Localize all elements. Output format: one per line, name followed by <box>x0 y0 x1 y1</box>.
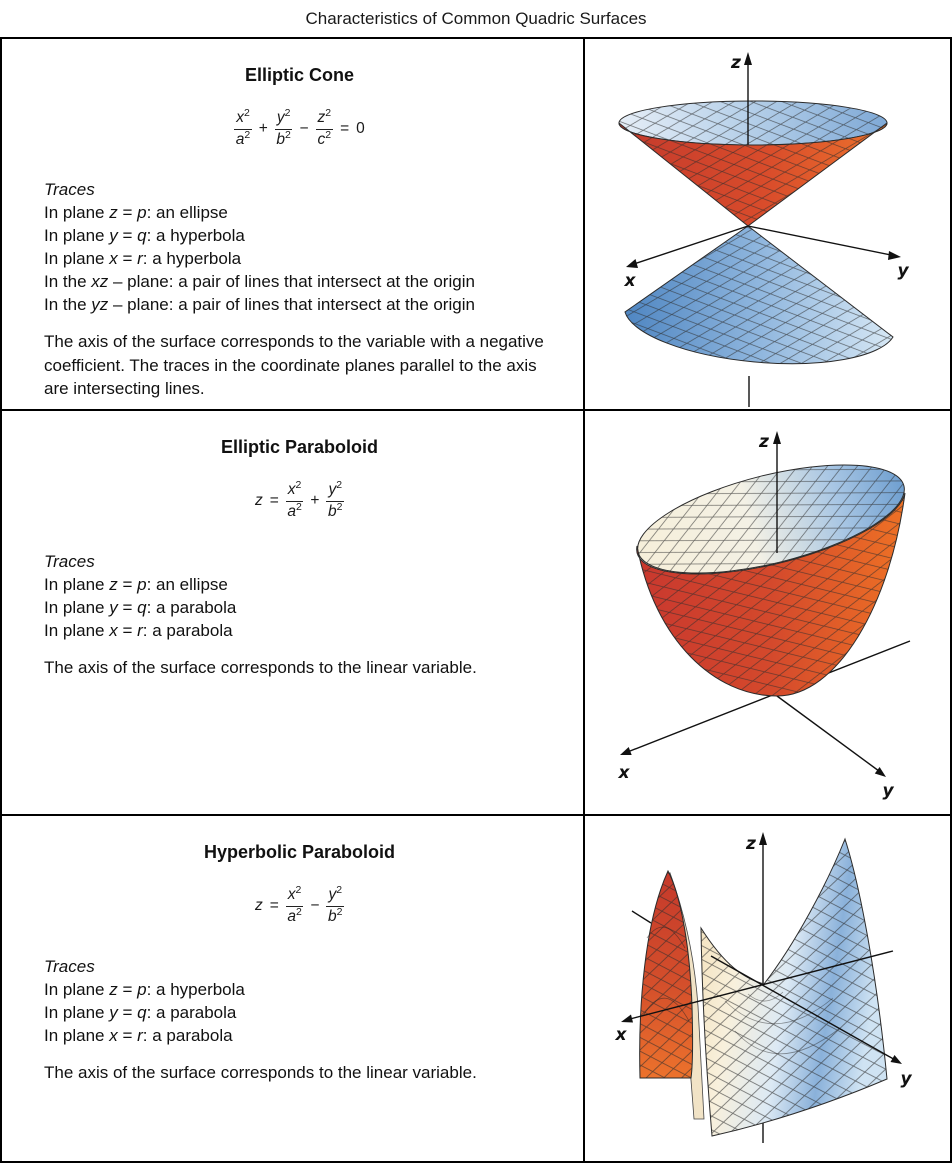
den-exp: 2 <box>325 128 332 141</box>
surface-formula <box>44 102 555 156</box>
num-exp: 2 <box>243 107 250 120</box>
equals-sign: = <box>269 492 279 509</box>
den-var: b <box>328 908 337 925</box>
x-axis-arrow <box>626 259 638 268</box>
operator: − <box>310 897 320 914</box>
fraction <box>286 886 304 926</box>
trace-line: In plane x = r: a parabola <box>44 1026 233 1045</box>
num-var: y <box>328 886 337 904</box>
z-axis-label: z <box>746 834 756 854</box>
z-axis-arrow <box>759 832 767 845</box>
surface-note: The axis of the surface corresponds to the variable with a negative coefficient. The traces in the coordinate planes parallel to the axis are intersecting lines. <box>44 332 544 398</box>
den-var: a <box>287 908 296 925</box>
den-var: a <box>287 503 296 520</box>
fraction <box>234 109 252 149</box>
traces-label: Traces <box>44 957 95 976</box>
lead-variable: z <box>254 492 263 509</box>
surface-formula <box>44 879 555 933</box>
x-axis-label: x <box>615 1025 627 1045</box>
rhs-value: 0 <box>356 120 365 137</box>
z-axis-label: z <box>759 432 769 452</box>
surface-formula <box>44 474 555 528</box>
num-var: x <box>236 109 244 127</box>
text-cell-hyperbolic-paraboloid <box>2 816 585 1161</box>
num-exp: 2 <box>295 479 302 492</box>
surface-note: The axis of the surface corresponds to the linear variable. <box>44 658 477 677</box>
red-ridge-surface <box>640 871 693 1078</box>
elliptic-cone-figure <box>585 39 950 409</box>
den-exp: 2 <box>244 128 251 141</box>
fraction <box>326 886 344 926</box>
operator: + <box>258 120 268 137</box>
equals-sign: = <box>340 120 350 137</box>
y-axis-label: y <box>900 1069 912 1089</box>
text-cell-elliptic-paraboloid <box>2 411 585 816</box>
y-axis-back-segment <box>632 911 651 923</box>
x-axis-arrow <box>621 1015 633 1023</box>
z-axis-arrow <box>773 431 781 444</box>
den-exp: 2 <box>285 128 291 141</box>
x-axis-label: x <box>618 763 630 783</box>
y-axis-arrow <box>888 251 901 260</box>
num-var: z <box>317 109 326 127</box>
elliptic-paraboloid-figure <box>585 411 950 814</box>
den-var: c <box>317 131 326 148</box>
num-exp: 2 <box>336 884 343 897</box>
den-exp: 2 <box>336 905 343 918</box>
page-title: Characteristics of Common Quadric Surfaces <box>305 9 647 28</box>
den-var: b <box>328 503 337 520</box>
den-var: a <box>235 131 245 148</box>
y-axis <box>777 696 883 774</box>
num-exp: 2 <box>295 884 302 897</box>
den-exp: 2 <box>295 905 302 918</box>
surface-title: Elliptic Cone <box>244 65 354 85</box>
traces-label: Traces <box>44 180 95 199</box>
hyperbolic-paraboloid-figure <box>585 816 950 1159</box>
fraction <box>326 481 344 521</box>
trace-line: In plane y = q: a parabola <box>44 1003 237 1022</box>
operator: − <box>299 120 309 137</box>
quadric-table <box>0 37 952 1163</box>
lead-variable: z <box>254 897 263 914</box>
trace-line: In plane z = p: an ellipse <box>44 575 228 594</box>
y-axis-arrow <box>891 1055 903 1064</box>
num-exp: 2 <box>336 479 343 492</box>
figure-cell-elliptic-cone <box>585 39 952 411</box>
operator: + <box>310 492 320 509</box>
surface-title: Elliptic Paraboloid <box>220 437 379 457</box>
z-axis-arrow <box>744 52 752 65</box>
num-var: x <box>287 886 296 904</box>
trace-line: In plane x = r: a parabola <box>44 621 233 640</box>
den-var: b <box>276 131 286 148</box>
surface-note: The axis of the surface corresponds to the linear variable. <box>44 1063 477 1082</box>
trace-line: In plane y = q: a hyperbola <box>44 226 245 245</box>
x-axis-arrow <box>620 747 632 755</box>
trace-line: In plane z = p: an ellipse <box>44 203 228 222</box>
y-axis-label: y <box>897 261 909 281</box>
trace-line: In the yz – plane: a pair of lines that intersect at the origin <box>44 295 475 314</box>
fraction <box>275 109 293 149</box>
z-axis-label: z <box>731 53 741 73</box>
den-exp: 2 <box>295 500 302 513</box>
trace-line: In plane y = q: a parabola <box>44 598 237 617</box>
fraction <box>286 481 304 521</box>
surface-title: Hyperbolic Paraboloid <box>203 842 396 862</box>
figure-cell-hyperbolic-paraboloid <box>585 816 952 1161</box>
num-var: x <box>287 481 296 499</box>
trace-line: In the xz – plane: a pair of lines that intersect at the origin <box>44 272 475 291</box>
num-exp: 2 <box>325 107 332 120</box>
y-axis-label: y <box>882 781 894 801</box>
num-var: y <box>276 109 285 127</box>
num-var: y <box>328 481 337 499</box>
figure-cell-elliptic-paraboloid <box>585 411 952 816</box>
saddle-sheet-surface <box>701 839 887 1136</box>
trace-line: In plane x = r: a hyperbola <box>44 249 242 268</box>
trace-line: In plane z = p: a hyperbola <box>44 980 245 999</box>
equals-sign: = <box>269 897 279 914</box>
fraction <box>316 109 334 149</box>
num-exp: 2 <box>284 107 291 120</box>
den-exp: 2 <box>336 500 343 513</box>
text-cell-elliptic-cone <box>2 39 585 411</box>
traces-label: Traces <box>44 552 95 571</box>
x-axis-label: x <box>624 271 636 291</box>
